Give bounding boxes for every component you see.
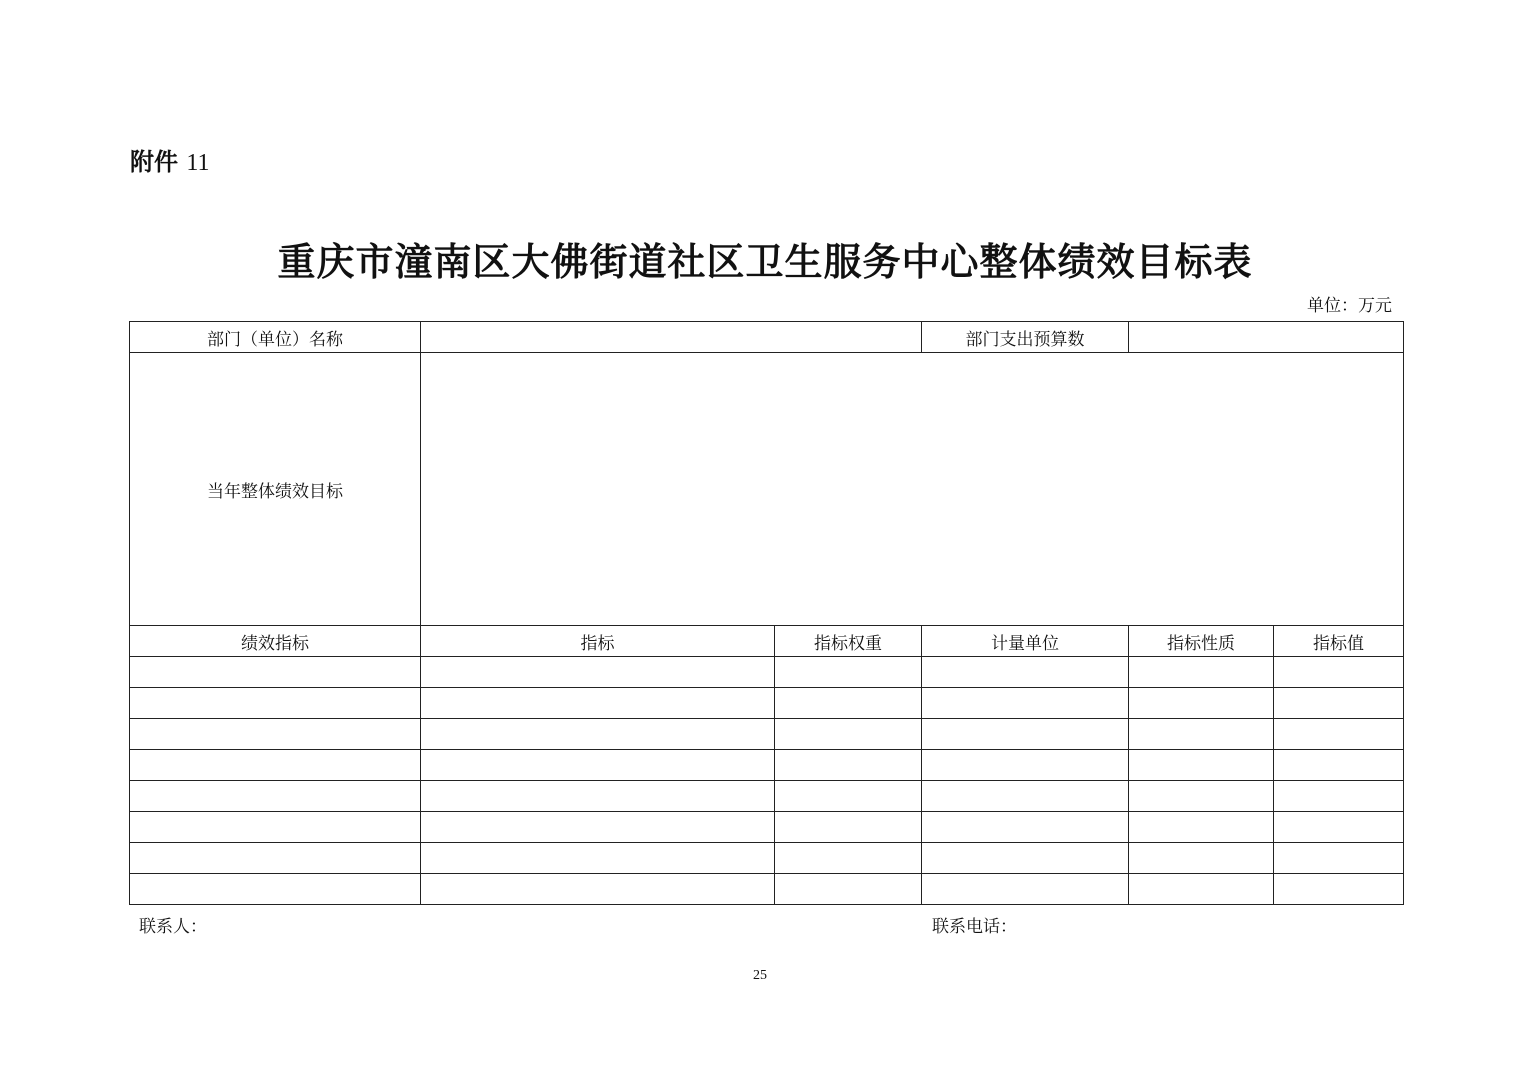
document-title: 重庆市潼南区大佛街道社区卫生服务中心整体绩效目标表	[277, 239, 1253, 284]
dept-row	[130, 322, 1404, 353]
table-cell[interactable]	[1129, 688, 1274, 719]
contact-person-label: 联系人：	[139, 917, 207, 937]
table-cell[interactable]	[1274, 750, 1404, 781]
table-cell[interactable]	[1129, 874, 1274, 905]
indicator-header-row	[130, 626, 1404, 657]
table-cell[interactable]	[130, 812, 421, 843]
table-cell[interactable]	[775, 719, 922, 750]
table-cell[interactable]	[130, 750, 421, 781]
table-cell[interactable]	[775, 781, 922, 812]
budget-label: 部门支出预算数	[922, 322, 1129, 353]
annual-goal-row	[130, 353, 1404, 626]
header-performance-indicator: 绩效指标	[130, 626, 421, 657]
table-cell[interactable]	[1129, 719, 1274, 750]
header-indicator: 指标	[421, 626, 775, 657]
table-cell[interactable]	[421, 812, 775, 843]
table-row	[130, 688, 1404, 719]
table-cell[interactable]	[421, 781, 775, 812]
contact-phone-label: 联系电话：	[932, 917, 1017, 937]
table-cell[interactable]	[1274, 657, 1404, 688]
table-cell[interactable]	[922, 688, 1129, 719]
table-cell[interactable]	[775, 843, 922, 874]
table-cell[interactable]	[421, 874, 775, 905]
header-indicator-weight: 指标权重	[775, 626, 922, 657]
table-cell[interactable]	[922, 781, 1129, 812]
table-row	[130, 843, 1404, 874]
table-cell[interactable]	[421, 688, 775, 719]
performance-target-table	[129, 321, 1404, 905]
page-number: 25	[753, 968, 767, 983]
table-cell[interactable]	[1274, 688, 1404, 719]
table-cell[interactable]	[1129, 812, 1274, 843]
table-cell[interactable]	[775, 874, 922, 905]
dept-name-value[interactable]	[421, 322, 922, 353]
table-cell[interactable]	[775, 750, 922, 781]
table-cell[interactable]	[775, 657, 922, 688]
table-cell[interactable]	[1129, 750, 1274, 781]
table-cell[interactable]	[130, 781, 421, 812]
table-row	[130, 874, 1404, 905]
dept-name-label: 部门（单位）名称	[130, 322, 421, 353]
table-cell[interactable]	[775, 812, 922, 843]
table-row	[130, 781, 1404, 812]
table-row	[130, 719, 1404, 750]
table-cell[interactable]	[130, 657, 421, 688]
budget-value[interactable]	[1129, 322, 1404, 353]
table-cell[interactable]	[922, 719, 1129, 750]
header-indicator-value: 指标值	[1274, 626, 1404, 657]
table-cell[interactable]	[922, 812, 1129, 843]
attachment-label	[130, 146, 209, 179]
table-cell[interactable]	[1274, 812, 1404, 843]
table-row	[130, 657, 1404, 688]
table-cell[interactable]	[1129, 657, 1274, 688]
table-cell[interactable]	[421, 719, 775, 750]
table-cell[interactable]	[1274, 719, 1404, 750]
table-cell[interactable]	[922, 750, 1129, 781]
table-row	[130, 750, 1404, 781]
table-cell[interactable]	[1274, 781, 1404, 812]
table-cell[interactable]	[922, 843, 1129, 874]
table-cell[interactable]	[1129, 781, 1274, 812]
unit-note: 单位：万元	[1307, 296, 1392, 316]
table-cell[interactable]	[130, 843, 421, 874]
table-cell[interactable]	[421, 843, 775, 874]
table-cell[interactable]	[922, 874, 1129, 905]
table-cell[interactable]	[775, 688, 922, 719]
table-cell[interactable]	[922, 657, 1129, 688]
header-indicator-nature: 指标性质	[1129, 626, 1274, 657]
attachment-number: 11	[186, 150, 210, 176]
table-cell[interactable]	[130, 688, 421, 719]
header-measurement-unit: 计量单位	[922, 626, 1129, 657]
table-cell[interactable]	[1274, 843, 1404, 874]
annual-goal-label: 当年整体绩效目标	[130, 353, 421, 626]
table-cell[interactable]	[130, 874, 421, 905]
table-cell[interactable]	[1129, 843, 1274, 874]
table-cell[interactable]	[421, 750, 775, 781]
annual-goal-value[interactable]	[421, 353, 1404, 626]
attachment-text: 附件	[130, 148, 178, 176]
table-row	[130, 812, 1404, 843]
table-cell[interactable]	[421, 657, 775, 688]
table-cell[interactable]	[130, 719, 421, 750]
table-cell[interactable]	[1274, 874, 1404, 905]
